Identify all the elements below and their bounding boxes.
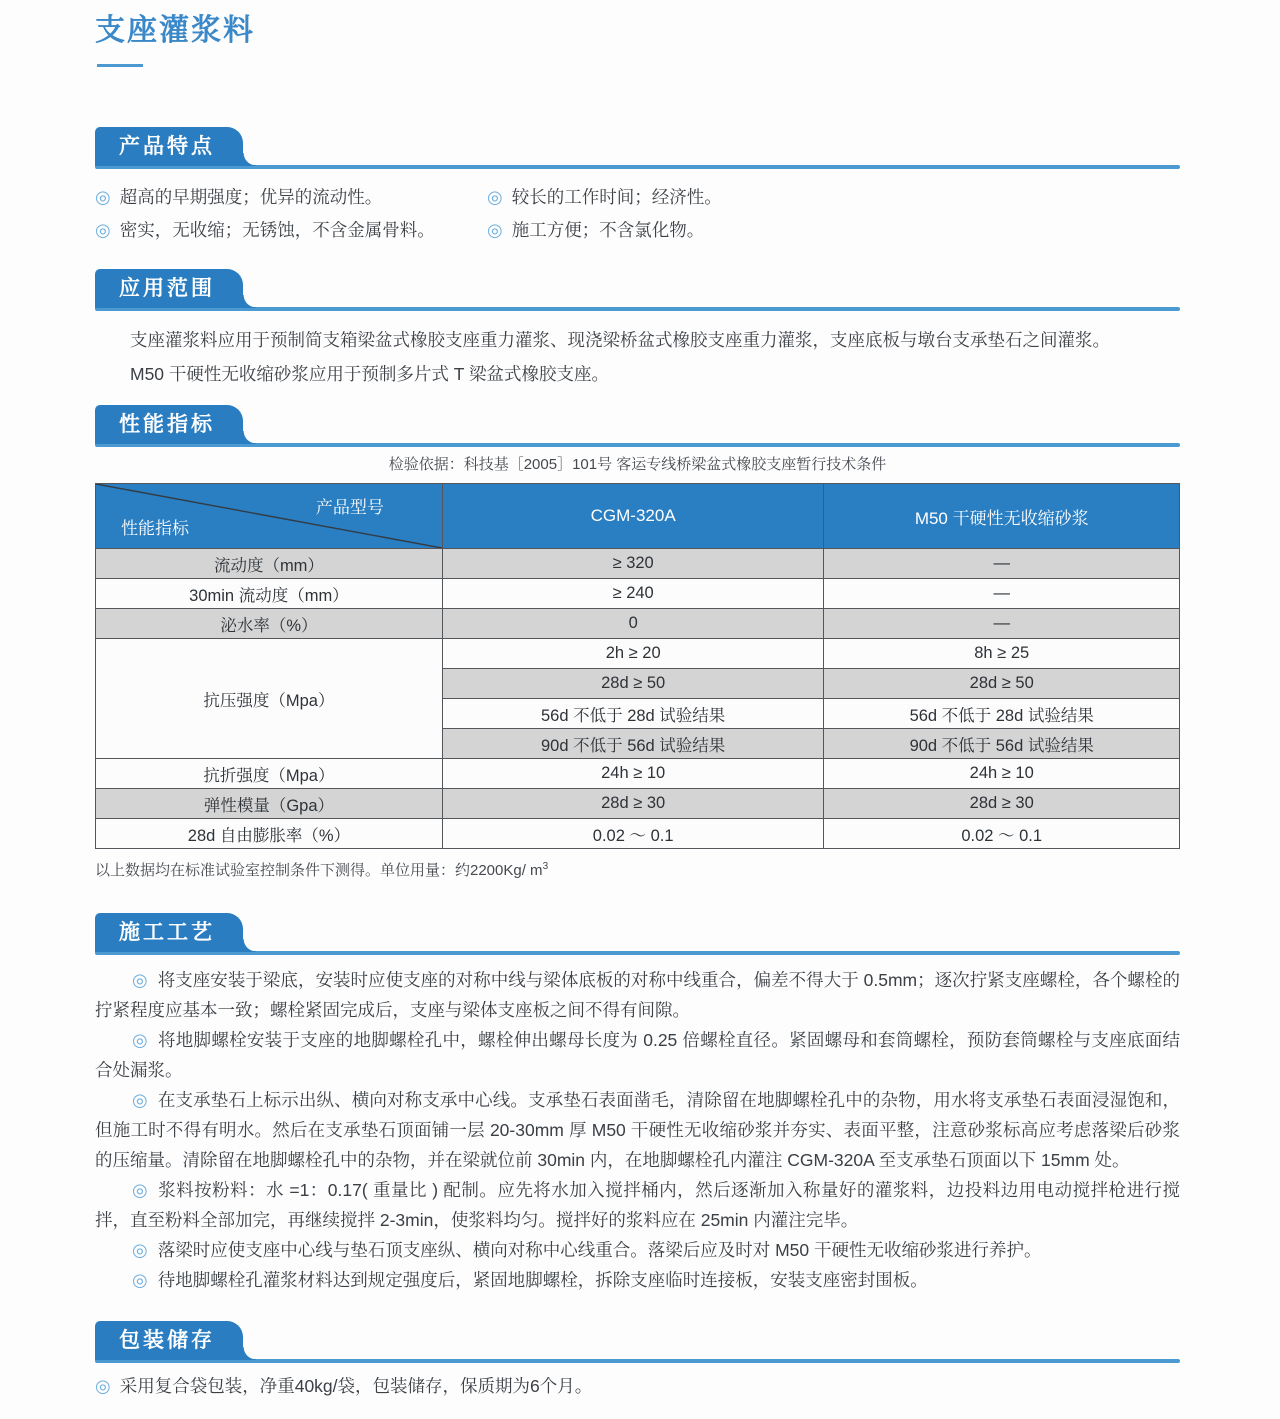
test-basis-line: 检验依据：科技基［2005］101号 客运专线桥梁盆式橡胶支座暂行技术条件 [388, 456, 887, 473]
cell-cgm: 56d 不低于 28d 试验结果 [442, 699, 824, 729]
feature-item [487, 214, 1180, 247]
section-tab-features: 产品特点 [95, 127, 243, 166]
table-row [96, 639, 1180, 669]
construction-step [95, 1235, 1180, 1265]
cell-cgm: 28d ≥ 30 [442, 789, 824, 819]
title-underline [97, 64, 143, 67]
feature-text: 密实，无收缩；无锈蚀，不含金属骨料。 [119, 220, 435, 240]
cell-m50: 90d 不低于 56d 试验结果 [824, 729, 1180, 759]
application-line: M50 干硬性无收缩砂浆应用于预制多片式 T 梁盆式橡胶支座。 [130, 364, 610, 384]
section-header-features [95, 127, 1180, 169]
construction-step [95, 1085, 1180, 1175]
row-label: 流动度（mm） [96, 549, 443, 579]
bullet-ring-icon: ◎ [95, 1376, 111, 1396]
corner-label-product-model: 产品型号 [315, 498, 384, 517]
section-tab-application: 应用范围 [95, 269, 243, 308]
table-row [96, 759, 1180, 789]
section-header-application [95, 269, 1180, 311]
bullet-ring-icon: ◎ [95, 220, 111, 240]
construction-step [95, 965, 1180, 1025]
construction-steps [95, 965, 1180, 1295]
row-label: 弹性模量（Gpa） [96, 789, 443, 819]
step-text: 落梁时应使支座中心线与垫石顶支座纵、横向对称中心线重合。落梁后应及时对 M50 干硬性无收缩砂浆进行养护。 [157, 1240, 1042, 1260]
bullet-ring-icon: ◎ [132, 1180, 149, 1200]
diagonal-header-cell [96, 484, 443, 549]
section-rule [95, 165, 1180, 169]
packaging-text: 采用复合袋包装，净重40kg/袋，包装储存，保质期为6个月。 [119, 1376, 593, 1396]
application-paragraph [95, 323, 1180, 391]
cell-cgm: 0 [442, 609, 824, 639]
row-label: 28d 自由膨胀率（%） [96, 819, 443, 849]
cell-cgm: 24h ≥ 10 [442, 759, 824, 789]
bullet-ring-icon: ◎ [132, 1090, 148, 1110]
bullet-ring-icon: ◎ [132, 1030, 148, 1050]
row-label: 抗折强度（Mpa） [96, 759, 443, 789]
column-header-cgm: CGM-320A [442, 484, 824, 549]
section-tab-performance: 性能指标 [95, 405, 243, 444]
bullet-ring-icon: ◎ [132, 1240, 148, 1260]
cell-cgm: 0.02 ～ 0.1 [442, 819, 824, 849]
footnote-text: 以上数据均在标准试验室控制条件下测得。单位用量：约2200Kg/ m [95, 862, 543, 879]
table-header-row [96, 484, 1180, 549]
datasheet-page [95, 14, 1180, 1399]
table-row [96, 549, 1180, 579]
feature-item [95, 181, 487, 214]
row-label: 30min 流动度（mm） [96, 579, 443, 609]
cell-m50: — [824, 549, 1180, 579]
cell-cgm: 28d ≥ 50 [442, 669, 824, 699]
section-rule [95, 951, 1180, 955]
construction-step [95, 1175, 1180, 1235]
construction-step [95, 1025, 1180, 1085]
application-line: 支座灌浆料应用于预制简支箱梁盆式橡胶支座重力灌浆、现浇梁桥盆式橡胶支座重力灌浆，支座底板与墩台支承垫石之间灌浆。 [130, 330, 1110, 350]
cell-m50: 8h ≥ 25 [824, 639, 1180, 669]
feature-text: 施工方便；不含氯化物。 [511, 220, 705, 240]
bullet-ring-icon: ◎ [487, 220, 503, 240]
footnote-superscript: 3 [542, 861, 549, 872]
cell-m50: 28d ≥ 50 [824, 669, 1180, 699]
cell-m50: 0.02 ～ 0.1 [824, 819, 1180, 849]
cell-m50: — [824, 609, 1180, 639]
feature-text: 较长的工作时间；经济性。 [511, 187, 722, 207]
cell-cgm: 2h ≥ 20 [442, 639, 824, 669]
cell-m50: 28d ≥ 30 [824, 789, 1180, 819]
cell-cgm: 90d 不低于 56d 试验结果 [442, 729, 824, 759]
table-row [96, 609, 1180, 639]
table-row [96, 819, 1180, 849]
cell-m50: 24h ≥ 10 [824, 759, 1180, 789]
bullet-ring-icon: ◎ [132, 970, 148, 990]
features-list [95, 181, 1180, 247]
cell-cgm: ≥ 320 [442, 549, 824, 579]
table-footnote [95, 857, 1180, 881]
feature-text: 超高的早期强度；优异的流动性。 [119, 187, 383, 207]
section-header-packaging [95, 1321, 1180, 1363]
feature-item [95, 214, 487, 247]
section-header-performance [95, 405, 1180, 447]
step-text: 将支座安装于梁底，安装时应使支座的对称中线与梁体底板的对称中线重合，偏差不得大于 0.5mm；逐次拧紧支座螺栓，各个螺栓的拧紧程度应基本一致；螺栓紧固完成后，支座与梁体支座板之间不得有间隙。 [95, 970, 1180, 1020]
table-row [96, 789, 1180, 819]
feature-item [487, 181, 1180, 214]
page-title: 支座灌浆料 [95, 14, 255, 47]
row-label: 泌水率（%） [96, 609, 443, 639]
column-header-m50: M50 干硬性无收缩砂浆 [824, 484, 1180, 549]
table-row [96, 579, 1180, 609]
section-rule [95, 1359, 1180, 1363]
section-tab-construction: 施工工艺 [95, 913, 243, 952]
cell-m50: 56d 不低于 28d 试验结果 [824, 699, 1180, 729]
step-text: 待地脚螺栓孔灌浆材料达到规定强度后，紧固地脚螺栓，拆除支座临时连接板，安装支座密封围板。 [157, 1270, 928, 1290]
construction-step [95, 1265, 1180, 1295]
performance-table [95, 483, 1180, 849]
step-text: 浆料按粉料：水 =1：0.17( 重量比 ) 配制。应先将水加入搅拌桶内，然后逐渐加入称量好的灌浆料，边投料边用电动搅拌枪进行搅拌，直至粉料全部加完，再继续搅拌 2-3min，使浆料均匀。搅拌好的浆料应在 25min 内灌注完毕。 [95, 1180, 1180, 1230]
bullet-ring-icon: ◎ [487, 187, 503, 207]
section-rule [95, 443, 1180, 447]
bullet-ring-icon: ◎ [95, 187, 111, 207]
section-header-construction [95, 913, 1180, 955]
step-text: 将地脚螺栓安装于支座的地脚螺栓孔中，螺栓伸出螺母长度为 0.25 倍螺栓直径。紧固螺母和套筒螺栓，预防套筒螺栓与支座底面结合处漏浆。 [95, 1030, 1180, 1080]
section-rule [95, 307, 1180, 311]
corner-label-performance-index: 性能指标 [121, 519, 189, 538]
bullet-ring-icon: ◎ [132, 1270, 148, 1290]
cell-m50: — [824, 579, 1180, 609]
step-text: 在支承垫石上标示出纵、横向对称支承中心线。支承垫石表面凿毛，清除留在地脚螺栓孔中的杂物，用水将支承垫石表面浸湿饱和，但施工时不得有明水。然后在支承垫石顶面铺一层 20-30mm 厚 M50 干硬性无收缩砂浆并夯实、表面平整，注意砂浆标高应考虑落梁后砂浆的压缩量。清除留在地脚螺栓孔中的杂物，并在梁就位前 30min 内，在地脚螺栓孔内灌注 CGM-320A 至支承垫石顶面以下 15mm 处。 [95, 1090, 1180, 1170]
section-tab-packaging: 包装储存 [95, 1321, 243, 1360]
packaging-item [95, 1373, 1180, 1399]
cell-cgm: ≥ 240 [442, 579, 824, 609]
row-label-compressive-strength: 抗压强度（Mpa） [96, 639, 443, 759]
